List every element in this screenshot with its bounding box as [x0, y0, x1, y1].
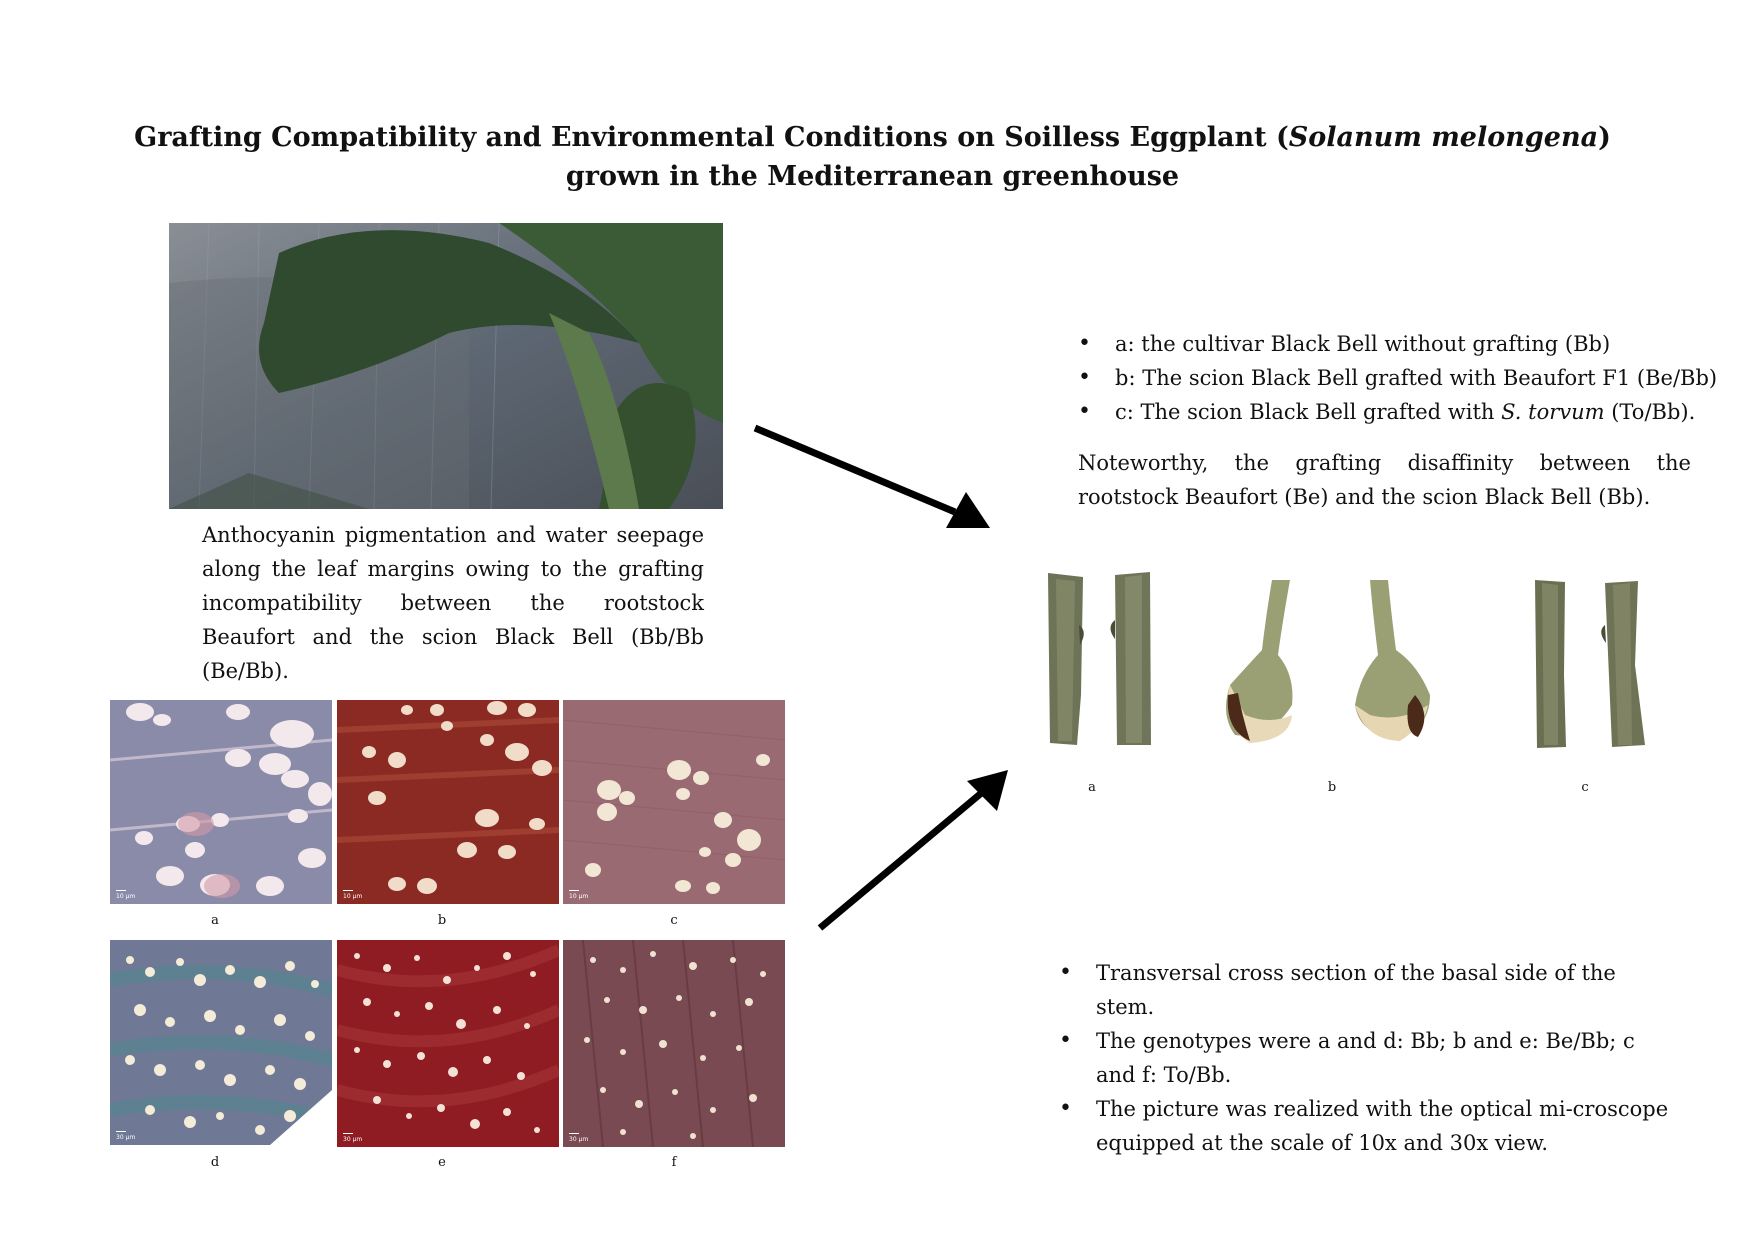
stem-label-b: b — [1327, 780, 1337, 795]
scale-bar: 30 µm — [116, 1131, 135, 1141]
stem-label-c: c — [1581, 780, 1589, 795]
stem-b-left — [1226, 580, 1292, 743]
list-item: • Transversal cross section of the basal side of the stem. — [1059, 956, 1679, 1024]
micro-label-d: d — [210, 1155, 220, 1170]
arrow-down-right-icon — [750, 420, 1000, 535]
list-item: • c: The scion Black Bell grafted with S. torvum (To/Bb). — [1078, 395, 1718, 429]
stem-b-right — [1355, 580, 1430, 741]
stem-specimen-photo — [1020, 565, 1660, 760]
scale-bar: 10 µm — [343, 890, 362, 900]
micrograph-f — [563, 940, 785, 1147]
micro-label-f: f — [671, 1155, 677, 1170]
stem-c-left — [1535, 580, 1566, 748]
leaf-photo — [169, 223, 723, 509]
stem-a-left — [1048, 573, 1084, 745]
scale-bar: 10 µm — [569, 890, 588, 900]
micro-label-b: b — [437, 913, 447, 928]
micro-label-c: c — [670, 913, 678, 928]
arrow-up-right-icon — [815, 765, 1015, 935]
list-item: • The genotypes were a and d: Bb; b and e: Be/Bb; c and f: To/Bb. — [1059, 1024, 1679, 1092]
micro-label-e: e — [438, 1155, 446, 1170]
scale-bar: 10 µm — [116, 890, 135, 900]
page-title: Grafting Compatibility and Environmental Conditions on Soilless Eggplant (Solanum melongena) grown in the Mediterranean greenhouse — [134, 122, 1611, 192]
stem-label-a: a — [1088, 780, 1096, 795]
micrograph-d — [110, 940, 332, 1145]
scale-bar: 30 µm — [343, 1133, 362, 1143]
list-item: • a: the cultivar Black Bell without grafting (Bb) — [1078, 327, 1718, 361]
micrograph-a — [110, 700, 332, 904]
list-item: • The picture was realized with the optical mi-croscope equipped at the scale of 10x and 30x view. — [1059, 1092, 1679, 1160]
stem-c-right — [1601, 581, 1645, 747]
graft-combination-list — [1078, 327, 1718, 429]
micrograph-c — [563, 700, 785, 904]
note-paragraph: Noteworthy, the grafting disaffinity between the rootstock Beaufort (Be) and the scion Black Bell (Bb). — [1078, 451, 1691, 509]
list-item: • b: The scion Black Bell grafted with Beaufort F1 (Be/Bb) — [1078, 361, 1718, 395]
cross-section-notes — [1059, 956, 1679, 1160]
micrograph-b — [337, 700, 559, 904]
micrograph-e — [337, 940, 559, 1147]
micro-label-a: a — [211, 913, 219, 928]
scale-bar: 30 µm — [569, 1133, 588, 1143]
leaf-photo-caption: Anthocyanin pigmentation and water seepage along the leaf margins owing to the grafting incompatibility between the rootstock Beaufort and the scion Black Bell (Bb/Bb (Be/Bb). — [202, 523, 704, 683]
stem-a-right — [1111, 572, 1152, 745]
